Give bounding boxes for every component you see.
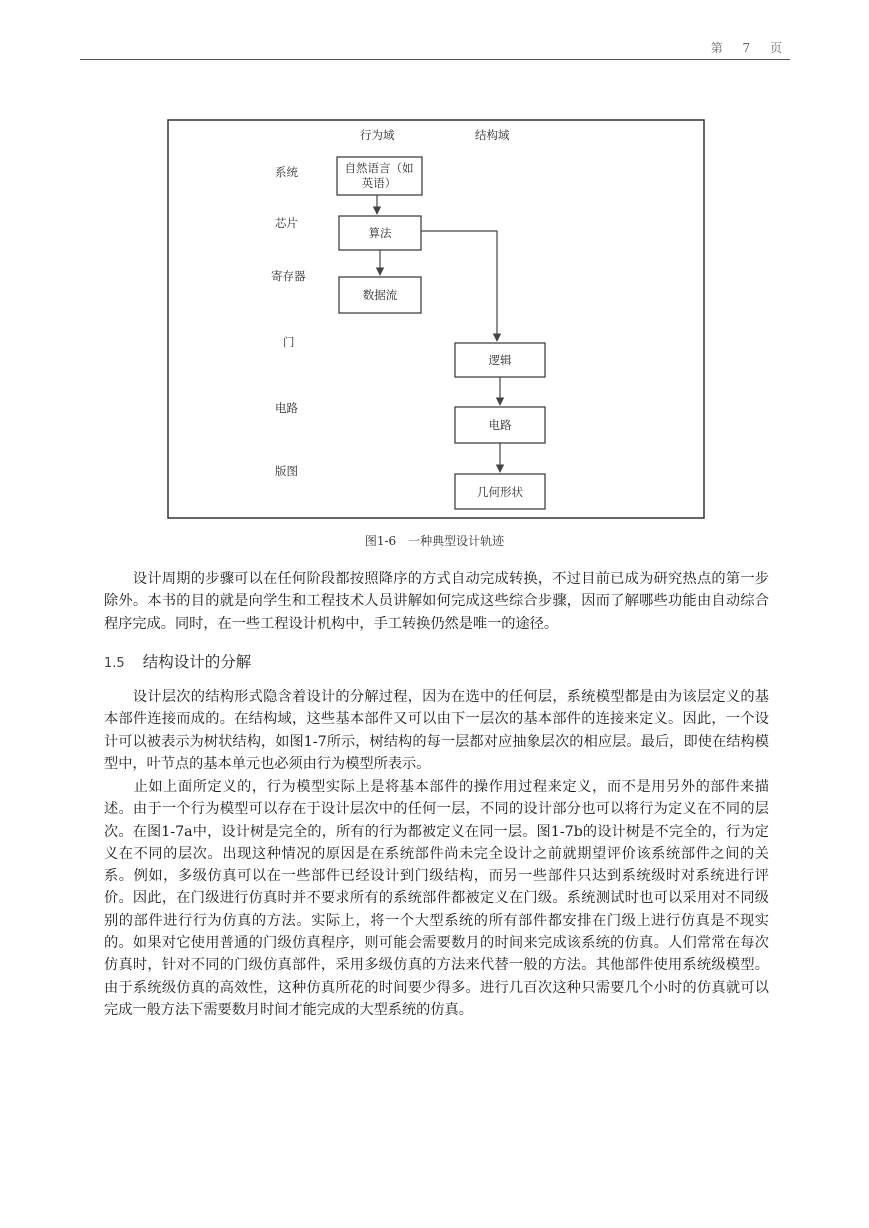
level-label-gate: 门: [283, 335, 295, 349]
header-rule: [80, 59, 790, 60]
body-paragraph-3: 止如上面所定义的，行为模型实际上是将基本部件的操作用过程来定义，而不是用另外的部件来描述。由于一个行为模型可以存在于设计层次中的任何一层，不同的设计部分也可以将行为定义在不同的层次。在图1-7a中，设计树是完全的，所有的行为都被定义在同一层。图1-7b的设计树是不完全的，行为定义在不同的层次。出现这种情况的原因是在系统部件尚未完全设计之前就期望评价该系统部件之间的关系。例如，多级仿真可以在一些部件已经设计到门级结构，而另一些部件只达到系统级时对系统进行评价。因此，在门级进行仿真时并不要求所有的系统部件都被定义在门级。系统测试时也可以采用对不同级别的部件进行行为仿真的方法。实际上，将一个大型系统的所有部件都安排在门级上进行仿真是不现实的。如果对它使用普通的门级仿真程序，则可能会需要数月的时间来完成该系统的仿真。人们常常在每次仿真时，针对不同的门级仿真部件，采用多级仿真的方法来代替一般的方法。其他部件使用系统级模型。由于系统级仿真的高效性，这种仿真所花的时间要少得多。进行几百次这种只需要几个小时的仿真就可以完成一般方法下需要数月时间才能完成的大型系统的仿真。: [104, 779, 769, 1018]
section-heading: [104, 650, 251, 672]
level-label-circuit: 电路: [275, 401, 298, 415]
page-number: 第 7 页: [710, 41, 790, 55]
section-number: 1.5: [104, 656, 125, 671]
arrow-algorithm-to-logic: [421, 231, 497, 341]
column-header-behavior: 行为域: [360, 128, 395, 142]
level-label-register: 寄存器: [271, 269, 306, 283]
box-algorithm-label: 算法: [368, 226, 392, 240]
design-trajectory-figure: [167, 119, 707, 519]
figure-caption: 图1-6 一种典型设计轨迹: [364, 534, 505, 548]
box-circuit-label: 电路: [488, 418, 512, 432]
column-header-structure: 结构域: [475, 128, 510, 142]
level-label-chip: 芯片: [275, 216, 298, 230]
figure-diagram: [167, 119, 707, 519]
box-natural-language-line2: 英语）: [361, 176, 397, 190]
body-paragraph-1: 设计周期的步骤可以在任何阶段都按照降序的方式自动完成转换，不过目前已成为研究热点的第一步除外。本书的目的就是向学生和工程技术人员讲解如何完成这些综合步骤，因而了解哪些功能由自动综合程序完成。同时，在一些工程设计机构中，手工转换仍然是唯一的途径。: [104, 571, 769, 632]
box-dataflow-label: 数据流: [362, 288, 398, 302]
section-title: 结构设计的分解: [142, 653, 252, 671]
level-label-layout: 版图: [275, 464, 298, 478]
box-geometry-label: 几何形状: [477, 485, 523, 499]
box-logic-label: 逻辑: [488, 353, 512, 367]
box-natural-language-line1: 自然语言（如: [344, 161, 414, 175]
body-paragraph-2: 设计层次的结构形式隐含着设计的分解过程，因为在选中的任何层，系统模型都是由为该层定义的基本部件连接而成的。在结构域，这些基本部件又可以由下一层次的基本部件的连接来定义。因此，一个设计可以被表示为树状结构，如图1-7所示，树结构的每一层都对应抽象层次的相应层。最后，即使在结构模型中，叶节点的基本单元也必须由行为模型所表示。: [104, 689, 769, 772]
level-label-system: 系统: [275, 165, 298, 179]
figure-frame: [168, 120, 704, 518]
